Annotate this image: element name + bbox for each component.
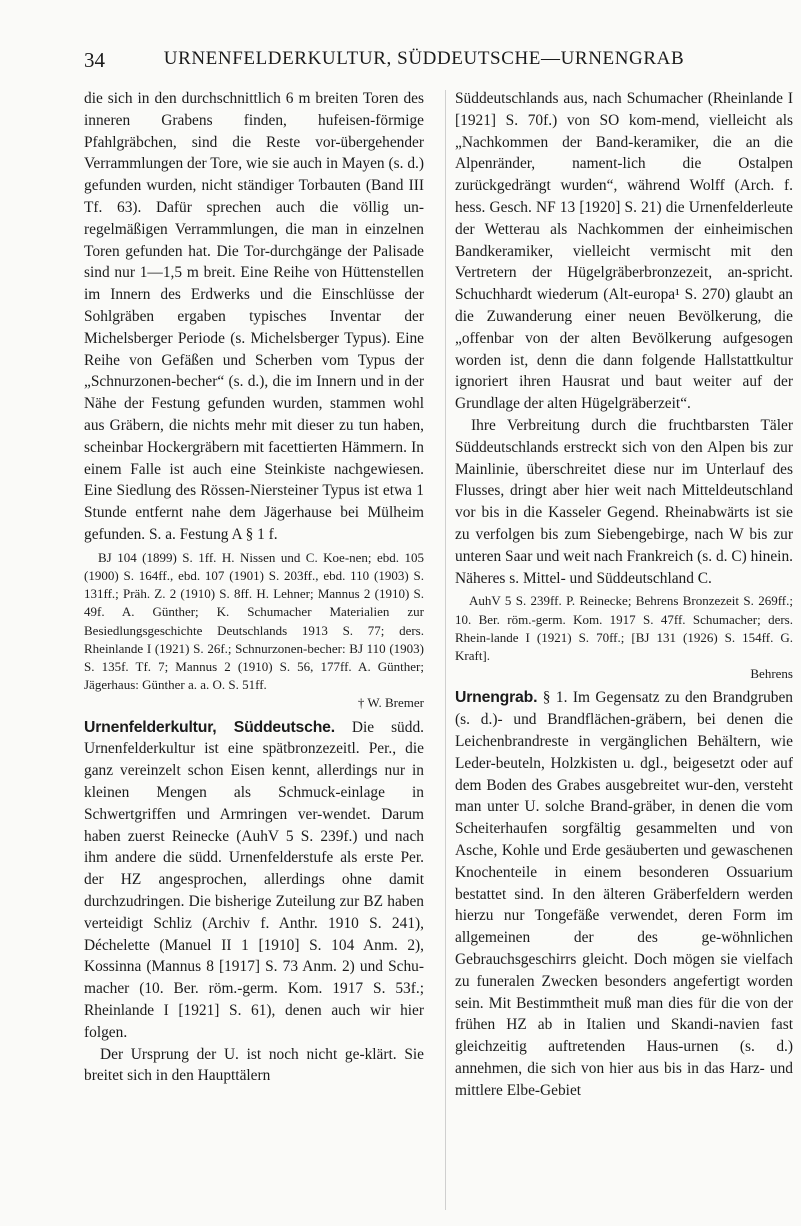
author-signature: † W. Bremer xyxy=(357,695,424,711)
right-column xyxy=(455,88,793,1101)
left-column xyxy=(84,88,424,1087)
entry-headword: Urnengrab. xyxy=(455,689,538,707)
entry-text: Die südd. Urnenfelderkultur ist eine spätbronzezeitl. Per., die ganz vereinzelt schon Eisen kennt, allerdings nur in kleinen Mengen als Schmuck-einlage in Schwertgriffen und Armringen ver-wendet. Darum haben zuerst Reinecke (AuhV 5 S. 239f.) und nach ihm andere die südd. Urnenfelderstufe als erste Per. der HZ angesprochen, allerdings ohne damit durchzudringen. Die bisherige Zuteilung zur BZ haben verteidigt Schliz (Archiv f. Anthr. 1910 S. 241), Déchelette (Manuel II 1 [1910] S. 104 Anm. 2), Kossinna (Mannus 8 [1917] S. 73 Anm. 2) und Schu-macher (10. Ber. röm.-germ. Kom. 1917 S. 53f.; Rheinlande I [1921] S. 61), denen auch wir hier folgen. xyxy=(84,718,424,1041)
paragraph: Der Ursprung der U. ist noch nicht ge-klärt. Sie breitet sich in den Haupttälern xyxy=(84,1045,424,1085)
running-head: URNENFELDERKULTUR, SÜDDEUTSCHE—URNENGRAB xyxy=(163,48,685,69)
entry-text: § 1. Im Gegensatz zu den Brandgruben (s. d.)- und Brandflächen-gräbern, bei denen die Leichenbrandreste in vergänglichen Behältern, wie Leder-beuteln, Holzkisten u. dgl., beigesetzt oder auf dem Boden des Grabes ausgebreitet wur-den, versteht man unter U. solche Brand-gräber, in denen die vom Scheiterhaufen sorgfältig gesammelten und von Asche, Kohle und Erde gesäuberten und gewaschenen Knochenteile in einem besonderen Ossuarium bestattet sind. In den älteren Gräberfeldern werden hierzu nur Tongefäße verwendet, deren Form im allgemeinen der des ge-wöhnlichen Gebrauchsgeschirrs gleicht. Doch mögen sie vielfach zu funeralen Zwecken besonders angefertigt worden sein. Mit Bestimmtheit muß man dies für die von der frühen HZ ab in Italien und Skandi-navien fast gleichzeitig auftretenden Haus-urnen (s. d.) annehmen, die sich von hier aus bis in das Harz- und mittlere Elbe-Gebiet xyxy=(455,689,793,1099)
entry-urnengrab xyxy=(455,687,793,1101)
entry-urnenfelderkultur xyxy=(84,717,424,1044)
references-text: AuhV 5 S. 239ff. P. Reinecke; Behrens Bronzezeit S. 269ff.; 10. Ber. röm.-germ. Kom. 1917 S. 47ff. Schumacher; ders. Rhein-lande I (1921) S. 70ff.; [BJ 131 (1926) S. 154ff. G. Kraft]. xyxy=(455,593,793,663)
page-header xyxy=(84,42,764,78)
references xyxy=(455,592,793,683)
paragraph: Süddeutschlands aus, nach Schumacher (Rheinlande I [1921] S. 70f.) von SO kom-mend, vielleicht als „Nachkommen der Band-keramiker, die an die Alpenränder, nament-lich die Ostalpen zurückgedrängt wurden“, während Wolff (Arch. f. hess. Gesch. NF 13 [1920] S. 21) die Urnenfelderleute der Wetterau als Nachkommen der einheimischen Bandkeramiker, vielleicht vermischt mit den Vertretern der Hügelgräberbronzezeit, an-spricht. Schuchhardt wiederum (Alt-europa¹ S. 270) glaubt an die Zuwanderung einer neuen Bevölkerung, die „offenbar von der alten Bevölkerung aufgesogen worden ist, denn die dann folgende Hallstattkultur ignoriert ihren Hausrat und baut weiter auf der Grundlage der alten Hügelgräberzeit“. xyxy=(455,90,793,413)
paragraph: Ihre Verbreitung durch die fruchtbarsten Täler Süddeutschlands erstreckt sich von den Alpen bis zur Mainlinie, überschreitet diese nur im Unterlauf des Flusses, dringt aber hier weit nach Mitteldeutschland vor bis in die Kasseler Gegend. Rheinabwärts ist sie zu verfolgen bis zum Siebengebirge, nach W bis zur unteren Saar und weit nach Frankreich (s. d. C) hinein. Näheres s. Mittel- und Süddeutschland C. xyxy=(455,416,793,587)
references-text: BJ 104 (1899) S. 1ff. H. Nissen und C. Koe-nen; ebd. 105 (1900) S. 164ff., ebd. 107 (1901) S. 203ff., ebd. 110 (1903) S. 131ff.; Präh. Z. 2 (1910) S. 8ff. H. Lehner; Mannus 2 (1910) S. 49f. A. Günther; K. Schumacher Materialien zur Besiedlungsgeschichte Deutschlands 1913 S. 77; ders. Rheinlande I (1921) S. 26f.; Schnurzonen-becher: BJ 110 (1903) S. 135f. Tf. 7; Mannus 2 (1910) S. 56, 177ff. A. Günther; Jägerhaus: Günther a. a. O. S. 51ff. xyxy=(84,549,424,693)
paragraph: die sich in den durchschnittlich 6 m breiten Toren des inneren Grabens finden, hufeisen-förmige Pfahlgräbchen, sind die Reste vor-übergehender Verrammlungen der Tore, wie sie auch in Mayen (s. d.) gefunden wurden, nicht ständiger Torbauten (Band III Tf. 63). Dafür sprechen auch die völlig un-regelmäßigen Verrammlungen, die man in einzelnen Toren gefunden hat. Die Tor-durchgänge der Palisade sind nur 1—1,5 m breit. Eine Reihe von Hüttenstellen im Innern des Erdwerks und die Einschlüsse der Sohlgräben ergaben typisches Inventar der Michelsberger Periode (s. Michelsberger Typus). Eine Reihe von Gefäßen und Scherben vom Typus der „Schnurzonen-becher“ (s. d.), die im Innern und in der Nähe der Festung gefunden wurden, stammen wohl aus Gräbern, die nichts mehr mit dieser zu tun haben, scheinbar Hockergräbern mit facettierten Hämmern. In einem Falle ist auch eine Steinkiste nachgewiesen. Eine Siedlung des Rössen-Niersteiner Typus ist etwa 1 Stunde entfernt nahe dem Jägerhause bei Mülheim gefunden. S. a. Festung A § 1 f. xyxy=(84,90,424,543)
column-divider xyxy=(445,90,446,1210)
references xyxy=(84,549,424,713)
author-signature: Behrens xyxy=(750,666,793,682)
entry-headword: Urnenfelderkultur, Süddeutsche. xyxy=(84,718,335,736)
page-number: 34 xyxy=(84,48,105,72)
